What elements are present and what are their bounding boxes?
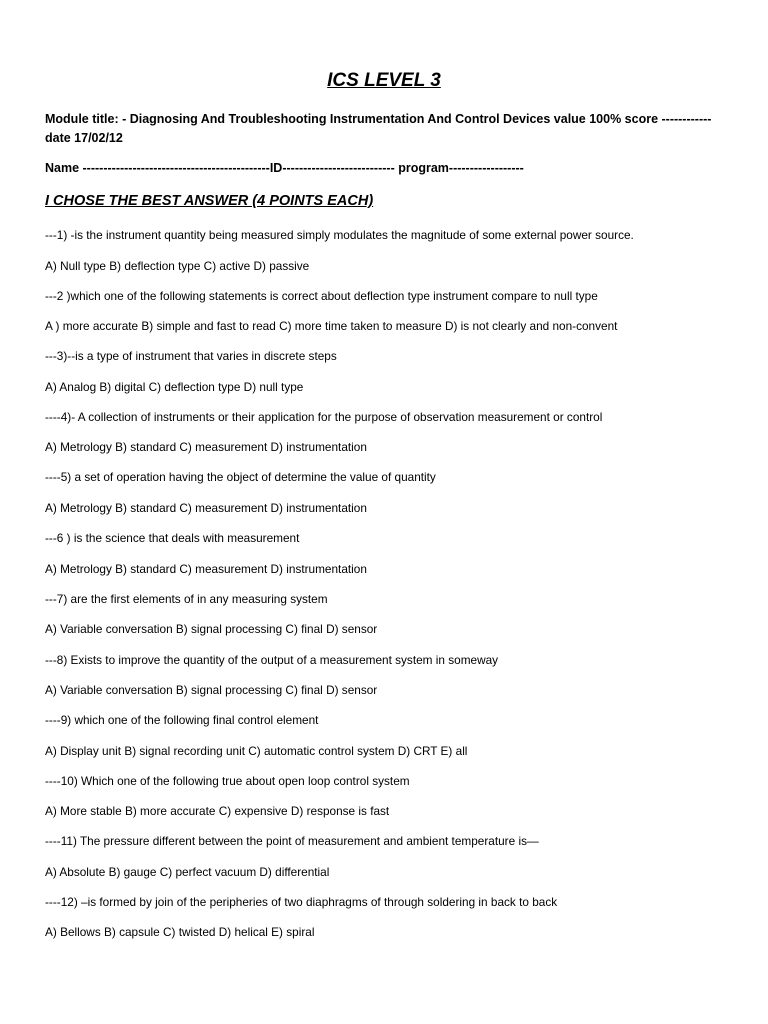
question-line: ----12) –is formed by join of the peripheries of two diaphragms of through soldering in back to back <box>45 895 558 909</box>
question-line: ---7) are the first elements of in any measuring system <box>45 592 328 606</box>
question-line: ----9) which one of the following final control element <box>45 713 319 727</box>
question-line: ---2 )which one of the following statements is correct about deflection type instrument compare to null type <box>45 289 598 303</box>
question-line: ---3)--is a type of instrument that varies in discrete steps <box>45 349 337 363</box>
question-line: ---1) -is the instrument quantity being measured simply modulates the magnitude of some external power source. <box>45 228 634 242</box>
question-line: ---8) Exists to improve the quantity of the output of a measurement system in someway <box>45 653 499 667</box>
answer-options-line: A) Variable conversation B) signal processing C) final D) sensor <box>45 622 378 636</box>
name-id-program-line: Name ---------------------------------------------ID--------------------------- program------------------ <box>45 161 524 175</box>
question-line: ----11) The pressure different between the point of measurement and ambient temperature is— <box>45 834 539 848</box>
question-line: ----5) a set of operation having the object of determine the value of quantity <box>45 470 436 484</box>
answer-options-line: A) Metrology B) standard C) measurement D) instrumentation <box>45 501 367 515</box>
answer-options-line: A) More stable B) more accurate C) expensive D) response is fast <box>45 804 390 818</box>
answer-options-line: A) Analog B) digital C) deflection type D) null type <box>45 380 304 394</box>
answer-options-line: A) Absolute B) gauge C) perfect vacuum D) differential <box>45 865 330 879</box>
answer-options-line: A) Null type B) deflection type C) active D) passive <box>45 259 310 273</box>
answer-options-line: A) Display unit B) signal recording unit C) automatic control system D) CRT E) all <box>45 744 468 758</box>
question-line: ---6 ) is the science that deals with measurement <box>45 531 300 545</box>
answer-options-line: A) Bellows B) capsule C) twisted D) helical E) spiral <box>45 925 315 939</box>
question-line: ----4)- A collection of instruments or their application for the purpose of observation measurement or control <box>45 410 603 424</box>
section-heading: I CHOSE THE BEST ANSWER (4 POINTS EACH) <box>45 193 374 209</box>
answer-options-line: A) Variable conversation B) signal processing C) final D) sensor <box>45 683 378 697</box>
question-line: ----10) Which one of the following true about open loop control system <box>45 774 410 788</box>
page-title: ICS LEVEL 3 <box>327 70 441 91</box>
module-title-line: Module title: - Diagnosing And Troubleshooting Instrumentation And Control Devices value 100% score ------------ date 17/02/12 <box>45 112 712 145</box>
answer-options-line: A ) more accurate B) simple and fast to read C) more time taken to measure D) is not clearly and non-convent <box>45 319 618 333</box>
answer-options-line: A) Metrology B) standard C) measurement D) instrumentation <box>45 440 367 454</box>
answer-options-line: A) Metrology B) standard C) measurement D) instrumentation <box>45 562 367 576</box>
